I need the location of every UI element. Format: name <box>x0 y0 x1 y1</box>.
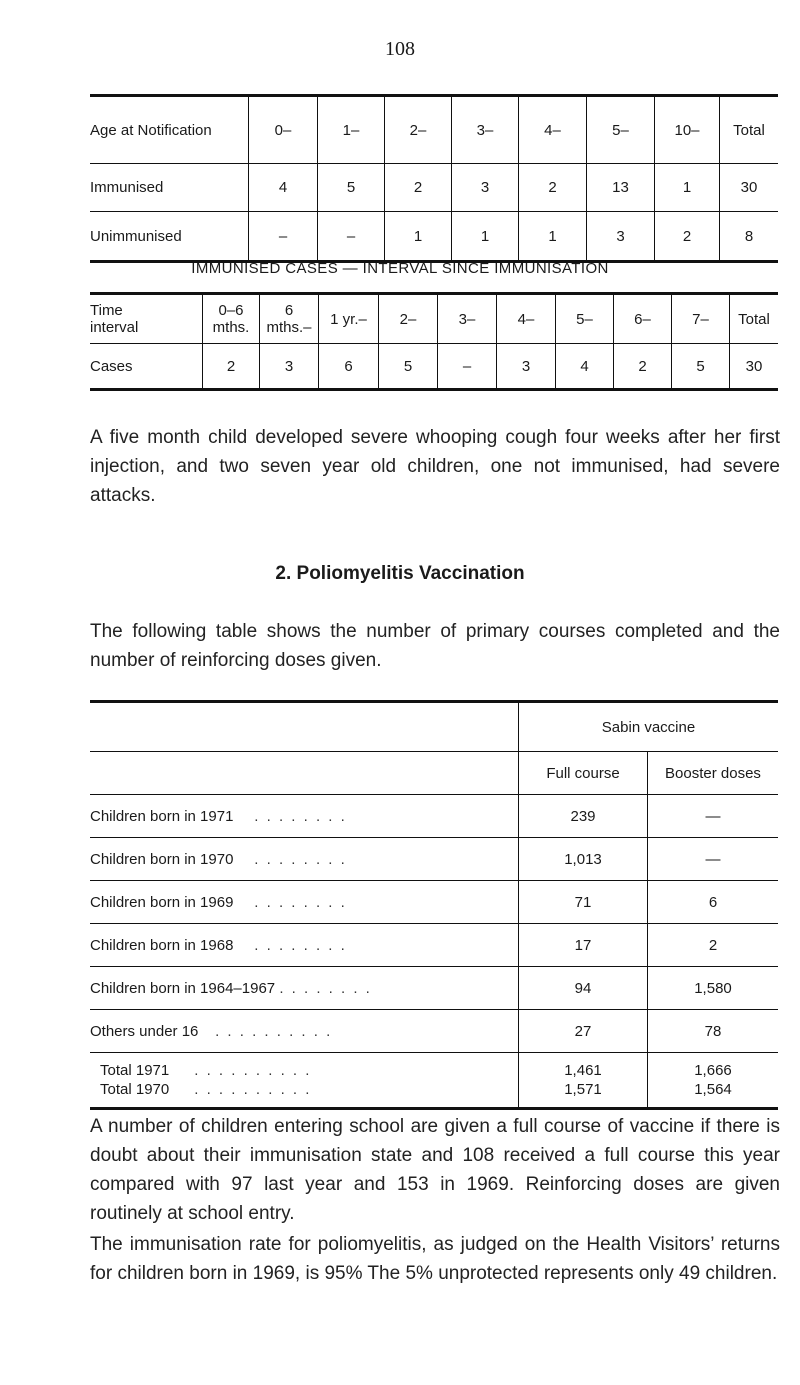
table-row <box>90 924 778 967</box>
table-row <box>90 967 778 1010</box>
header-cell: 3– <box>452 96 519 164</box>
leader-dots: . . . . . . . . <box>254 807 347 825</box>
cell: 30 <box>720 164 779 212</box>
table-header-row <box>90 702 778 752</box>
age-at-notification-table <box>90 94 778 263</box>
header-cell: 2– <box>385 96 452 164</box>
leader-dots: . . . . . . . . <box>254 850 347 868</box>
row-label-text: Total 1970 <box>100 1081 170 1098</box>
header-cell <box>438 294 497 344</box>
total-line <box>90 1061 518 1080</box>
blank-header-cell <box>90 702 519 752</box>
cell: 78 <box>648 1010 779 1053</box>
row-label-text: Others under 16 <box>90 1022 199 1040</box>
leader-dots: . . . . . . . . <box>254 893 347 911</box>
table-row <box>90 344 778 390</box>
row-label <box>90 838 519 881</box>
cell: 4 <box>556 344 614 390</box>
cell <box>648 1053 779 1109</box>
header-line: 7– <box>692 310 709 328</box>
paragraph: A number of children entering school are given a full course of vaccine if there is doubt about their immunisation state and 108 received a full course this year compared with 97 last year and 153 in 1969. Reinforcing doses are given routinely at school entry. <box>90 1116 780 1224</box>
header-cell <box>672 294 730 344</box>
row-label-text: Children born in 1970 <box>90 850 234 868</box>
table-row <box>90 1010 778 1053</box>
row-label <box>90 1053 519 1109</box>
table-row <box>90 838 778 881</box>
leader-dots: . . . . . . . . <box>254 936 347 954</box>
table-caption: IMMUNISED CASES — INTERVAL SINCE IMMUNISATION <box>191 260 609 277</box>
row-label-text: Immunised <box>90 179 164 196</box>
table-header-row <box>90 752 778 795</box>
header-cell: Booster doses <box>648 752 779 795</box>
blank-header-cell <box>90 752 519 795</box>
cell: 3 <box>587 212 655 262</box>
header-cell: 4– <box>519 96 587 164</box>
cell: 239 <box>519 795 648 838</box>
row-label <box>90 1010 519 1053</box>
header-cell: 0– <box>249 96 318 164</box>
header-cell <box>556 294 614 344</box>
header-line: 2– <box>399 310 417 328</box>
leader-dots: . . . . . . . . <box>279 979 372 997</box>
row-label <box>90 795 519 838</box>
header-cell <box>90 294 203 344</box>
cell: – <box>249 212 318 262</box>
cell: 2 <box>614 344 672 390</box>
table-row <box>90 881 778 924</box>
header-line: 3– <box>458 310 476 328</box>
table-row <box>90 795 778 838</box>
leader-dots: . . . . . . . . . . <box>194 1081 312 1098</box>
row-label-text: Total 1971 <box>100 1062 170 1079</box>
header-line: 6 <box>284 302 294 319</box>
table-row <box>90 212 778 262</box>
leader-dots: . . . . . . . . . . <box>194 1062 312 1079</box>
total-value: 1,461 <box>564 1062 602 1079</box>
header-cell: 10– <box>655 96 720 164</box>
header-line: Total <box>738 310 770 328</box>
table-row <box>90 164 778 212</box>
header-line: 5– <box>576 310 593 328</box>
row-label <box>90 924 519 967</box>
cell: – <box>438 344 497 390</box>
leader-dots: . . . . . . . . . . <box>215 1022 333 1040</box>
cell: 3 <box>260 344 319 390</box>
header-line: interval <box>90 319 139 336</box>
sabin-vaccine-table <box>90 700 778 1110</box>
group-header: Sabin vaccine <box>519 702 779 752</box>
table-header-row <box>90 294 778 344</box>
header-cell: Total <box>720 96 779 164</box>
cell: 1,013 <box>519 838 648 881</box>
header-cell: Full course <box>519 752 648 795</box>
row-label <box>90 881 519 924</box>
cell <box>519 1053 648 1109</box>
cell: 27 <box>519 1010 648 1053</box>
total-line <box>90 1080 518 1099</box>
table-header-row <box>90 96 778 164</box>
cell: 2 <box>385 164 452 212</box>
row-label <box>90 967 519 1010</box>
header-cell <box>260 294 319 344</box>
header-cell <box>614 294 672 344</box>
header-line: 6– <box>634 310 651 328</box>
total-value: 1,571 <box>564 1081 602 1098</box>
cell: 5 <box>672 344 730 390</box>
cell: 3 <box>497 344 556 390</box>
cell: 1 <box>655 164 720 212</box>
interval-since-immunisation-table <box>90 292 778 391</box>
header-line: 0–6 <box>218 302 244 319</box>
cell: — <box>648 838 779 881</box>
cell: 1 <box>519 212 587 262</box>
paragraph: The following table shows the number of primary courses completed and the number of reinforcing doses given. <box>90 621 780 671</box>
cell: 2 <box>655 212 720 262</box>
cell: 30 <box>730 344 779 390</box>
cell: 94 <box>519 967 648 1010</box>
cell: 17 <box>519 924 648 967</box>
cell: 6 <box>319 344 379 390</box>
header-line: mths. <box>212 319 250 336</box>
cell: 1,580 <box>648 967 779 1010</box>
header-cell: 5– <box>587 96 655 164</box>
cell: – <box>318 212 385 262</box>
cell: 71 <box>519 881 648 924</box>
row-label-text: Children born in 1964–1967 <box>90 979 276 997</box>
row-label-text: Children born in 1969 <box>90 893 234 911</box>
cell: 4 <box>249 164 318 212</box>
row-label-text: Children born in 1968 <box>90 936 234 954</box>
cell: 5 <box>379 344 438 390</box>
header-cell <box>203 294 260 344</box>
header-line: Time <box>90 302 123 319</box>
cell: 8 <box>720 212 779 262</box>
cell: 3 <box>452 164 519 212</box>
paragraph: A five month child developed severe whooping cough four weeks after her first injection, and two seven year old children, one not immunised, had severe attacks. <box>90 427 780 506</box>
page-number: 108 <box>385 38 415 60</box>
header-cell: 1– <box>318 96 385 164</box>
row-label-text: Children born in 1971 <box>90 807 234 825</box>
header-line: 4– <box>517 310 535 328</box>
cell: 1 <box>385 212 452 262</box>
cell: 2 <box>519 164 587 212</box>
header-cell <box>730 294 779 344</box>
row-label: Cases <box>90 357 133 375</box>
row-label: Unimmunised <box>90 227 182 245</box>
cell: — <box>648 795 779 838</box>
total-value: 1,564 <box>694 1081 732 1098</box>
totals-row <box>90 1053 778 1109</box>
row-label <box>90 164 249 212</box>
header-cell <box>379 294 438 344</box>
section-heading: 2. Poliomyelitis Vaccination <box>275 563 525 584</box>
cell: 13 <box>587 164 655 212</box>
paragraph: The immunisation rate for poliomyelitis, as judged on the Health Visitors’ returns for children born in 1969, is 95% The 5% unprotected represents only 49 children. <box>90 1234 780 1284</box>
header-line: mths.– <box>266 319 312 336</box>
header-cell: Age at Notification <box>90 96 249 164</box>
header-cell <box>497 294 556 344</box>
cell: 1 <box>452 212 519 262</box>
cell: 5 <box>318 164 385 212</box>
header-cell <box>319 294 379 344</box>
cell: 2 <box>203 344 260 390</box>
cell: 6 <box>648 881 779 924</box>
total-value: 1,666 <box>694 1062 732 1079</box>
cell: 2 <box>648 924 779 967</box>
header-line: 1 yr.– <box>330 310 367 328</box>
